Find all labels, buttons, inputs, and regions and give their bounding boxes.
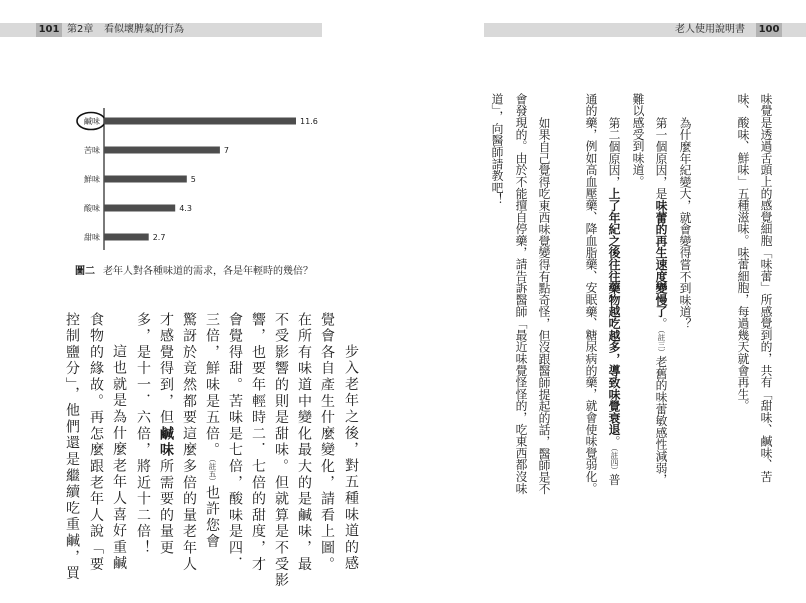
left-page-number: 101 — [36, 23, 62, 37]
book-title: 老人使用說明書 — [675, 24, 745, 35]
left-page-column — [180, 312, 198, 573]
text-segment: 覺會各自產生什麼變化，請看上圖。 — [319, 312, 335, 573]
figure-caption — [75, 265, 313, 279]
footnote-marker: （註四） — [610, 447, 619, 474]
left-page-column — [318, 312, 336, 573]
taste-bar-chart — [60, 100, 340, 260]
text-segment: 通的藥，例如高血壓藥、降血脂藥、安眠藥、糖尿病的藥，就會使味覺弱化。 — [584, 93, 598, 495]
text-segment: 驚訝於竟然都要這麼多倍的量老年人 — [181, 312, 197, 573]
figure-caption-text: 老年人對各種味道的需求，各是年輕時的幾倍？ — [103, 266, 313, 277]
text-segment: 味、酸味、鮮味」五種滋味。味蕾細胞，每過幾天就會再生。 — [736, 93, 750, 412]
left-page-column — [87, 312, 105, 573]
text-segment: 也許您會 — [204, 484, 220, 551]
chapter-title: 看似壞脾氣的行為 — [104, 24, 184, 35]
footnote-marker: （註五） — [208, 458, 217, 485]
text-segment: 味覺是透過舌頭上的感覺細胞「味蕾」所感覺到的，共有「甜味、鹹味、苦 — [759, 93, 773, 483]
left-page-column — [295, 312, 313, 573]
value-label-salty: 11.6 — [300, 117, 318, 126]
left-page-column — [226, 312, 244, 573]
text-segment: 普 — [607, 473, 621, 486]
left-page-column — [203, 312, 221, 550]
text-segment: 控制鹽分」，他們還是繼續吃重鹹，買 — [64, 312, 80, 583]
left-page-column — [342, 312, 360, 572]
left-page-column — [157, 312, 175, 557]
text-segment: 這也就是為什麼老年人喜好重鹹 — [111, 344, 127, 573]
bar-sweet — [104, 234, 149, 241]
right-page-column — [583, 93, 599, 494]
value-label-sour: 4.3 — [179, 204, 192, 213]
footnote-marker: （註三） — [657, 329, 666, 356]
category-label-bitter: 苦味 — [84, 146, 100, 155]
text-segment: 如果自己覺得吃東西味覺變得有點奇怪，但沒跟醫師提起的話，醫師是不 — [537, 117, 551, 495]
figure-caption-label: 圖二 — [75, 266, 95, 277]
text-segment: 難以感受到味道。 — [631, 93, 645, 188]
bold-text: 味蕾的再生速度變慢了 — [654, 199, 668, 318]
category-label-sour: 酸味 — [84, 204, 100, 213]
text-segment: 不受影響的則是甜味。但就算是不受影 — [273, 312, 289, 590]
text-segment: 才感覺得到，但 — [158, 312, 174, 427]
text-segment: 響，也要年輕時二．七倍的甜度，才 — [250, 312, 266, 573]
chapter-number: 第2章 — [67, 24, 94, 35]
right-page-column — [536, 93, 552, 495]
text-segment: 會覺得甜。苦味是七倍，酸味是四． — [227, 312, 243, 573]
text-segment: 在所有味道中變化最大的是鹹味，最 — [296, 312, 312, 573]
text-segment: 第一個原因，是 — [654, 117, 668, 200]
bar-salty — [104, 118, 296, 125]
right-page-column — [489, 93, 505, 205]
left-page-column — [272, 312, 290, 589]
category-label-salty: 鹹味 — [84, 117, 100, 126]
text-segment: 道」，向醫師請教吧！ — [490, 93, 504, 206]
value-label-umami: 5 — [190, 175, 196, 184]
right-page-number: 100 — [756, 23, 782, 37]
right-page-column — [630, 93, 646, 187]
text-segment: 多，是十一．六倍，將近十二倍！ — [135, 312, 151, 557]
left-page-column — [110, 312, 128, 572]
section-question: 為什麼年紀變大，就會變得嘗不到味道？ — [678, 117, 692, 330]
bar-bitter — [104, 147, 220, 154]
category-label-sweet: 甜味 — [84, 233, 100, 242]
right-page-column — [653, 93, 669, 485]
bar-sour — [104, 205, 175, 212]
right-page-column — [606, 93, 622, 486]
text-segment: 食物的緣故。再怎麼跟老年人說「要 — [88, 312, 104, 573]
bold-text: 鹹味 — [158, 426, 174, 459]
left-page-column — [63, 312, 81, 582]
right-page-column — [735, 93, 751, 412]
text-segment: 第二個原因， — [607, 117, 621, 188]
text-segment: 。 — [607, 435, 621, 448]
text-segment: 三倍，鮮味是五倍。 — [204, 312, 220, 459]
right-page-column — [513, 93, 529, 494]
text-segment: 。 — [654, 317, 668, 330]
left-page-column — [134, 312, 152, 557]
value-label-sweet: 2.7 — [152, 233, 166, 242]
text-segment: 會發現的。由於不能擅自停藥，請告訴醫師「最近味覺怪怪的，吃東西都沒味 — [514, 93, 528, 495]
text-segment: 步入老年之後，對五種味道的感 — [343, 344, 359, 573]
right-page-column — [758, 93, 774, 482]
bold-text: 上了年紀之後往往藥物越吃越多，導致味覺衰退 — [607, 187, 621, 436]
value-label-bitter: 7 — [223, 146, 229, 155]
right-page-column — [677, 93, 693, 329]
left-page-column — [249, 312, 267, 573]
text-segment: 老舊的味蕾敏感性減弱， — [654, 355, 668, 486]
text-segment: 所需要的量更 — [158, 458, 174, 557]
bar-umami — [104, 176, 187, 183]
category-label-umami: 鮮味 — [84, 175, 100, 184]
